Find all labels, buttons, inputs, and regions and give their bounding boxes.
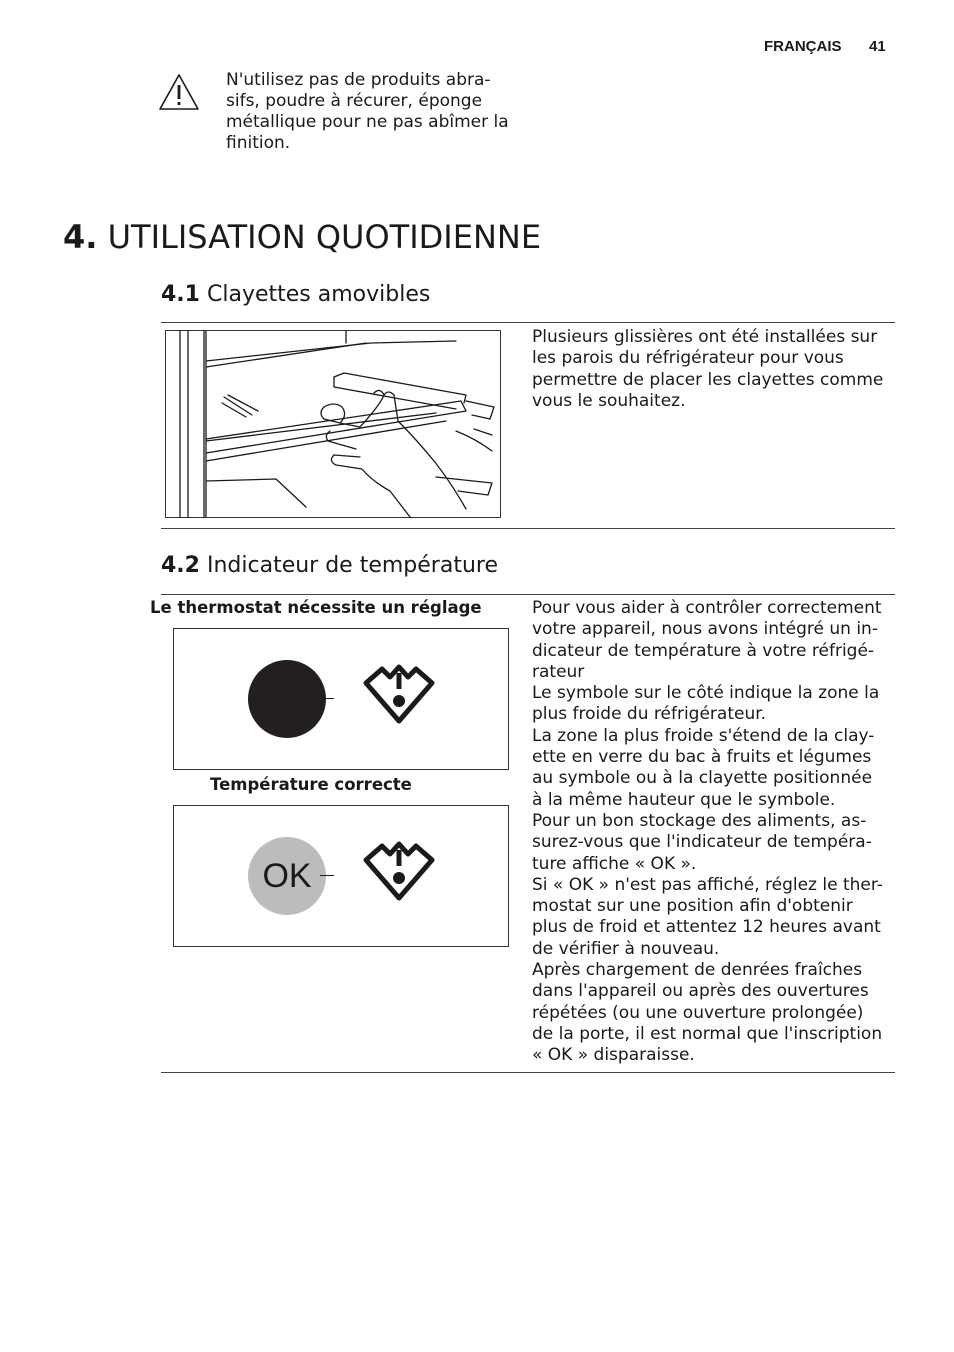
warning-triangle-icon	[158, 73, 200, 115]
section1-paragraph: Plusieurs glissières ont été installées sur les parois du réfrigérateur pour vous permettre de placer les clayettes comme vous le souhaitez.	[532, 327, 884, 411]
indicator-tick	[320, 875, 334, 876]
section-rule	[161, 528, 895, 529]
chapter-title	[63, 216, 541, 258]
running-header: FRANÇAIS	[764, 38, 842, 55]
indicator-ok-box	[173, 805, 509, 947]
chapter-title-text: UTILISATION QUOTIDIENNE	[107, 218, 542, 256]
chapter-number: 4.	[63, 218, 98, 256]
cold-zone-symbol-icon	[360, 659, 438, 733]
caption-correct: Température correcte	[210, 775, 412, 794]
warning-text: N'utilisez pas de produits abra- sifs, poudre à récurer, éponge métallique pour ne pas abîmer la finition.	[226, 70, 509, 153]
indicator-adjust-box	[173, 628, 509, 770]
section-rule	[161, 594, 895, 595]
indicator-tick	[326, 698, 334, 699]
caption-adjust: Le thermostat nécessite un réglage	[150, 598, 482, 617]
page-number: 41	[869, 38, 886, 55]
indicator-dark-circle	[248, 660, 326, 738]
section-number: 4.2	[161, 553, 200, 578]
section-heading-4-1	[161, 280, 430, 310]
section-number: 4.1	[161, 282, 200, 307]
section-rule	[161, 1072, 895, 1073]
indicator-ok-label: OK	[262, 856, 312, 895]
section-rule	[161, 322, 895, 323]
cold-zone-symbol-icon	[360, 836, 438, 910]
section-title: Indicateur de température	[206, 553, 498, 578]
indicator-ok-circle	[248, 837, 326, 915]
shelf-illustration	[165, 330, 501, 518]
section-heading-4-2	[161, 551, 498, 581]
section-title: Clayettes amovibles	[206, 282, 431, 307]
section2-paragraph: Pour vous aider à contrôler correctement votre appareil, nous avons intégré un in- dicateur de température à votre réfrigé- rateur Le symbole sur le côté indique la zone la plus froide du réfrigérateur. La zone la plus froide s'étend de la clay- ette en verre du bac à fruits et légumes au symbole ou à la clayette positionnée à la même hauteur que le symbole. Pour un bon stockage des aliments, as- surez-vous que l'indicateur de tempéra- ture affiche « OK ». Si « OK » n'est pas affiché, réglez le ther- mostat sur une position afin d'obtenir plus de froid et attentez 12 heures avant de vérifier à nouveau. Après chargement de denrées fraîches dans l'appareil ou après des ouvertures répétées (ou une ouverture prolongée) de la porte, il est normal que l'inscription « OK » disparaisse.	[532, 598, 883, 1066]
